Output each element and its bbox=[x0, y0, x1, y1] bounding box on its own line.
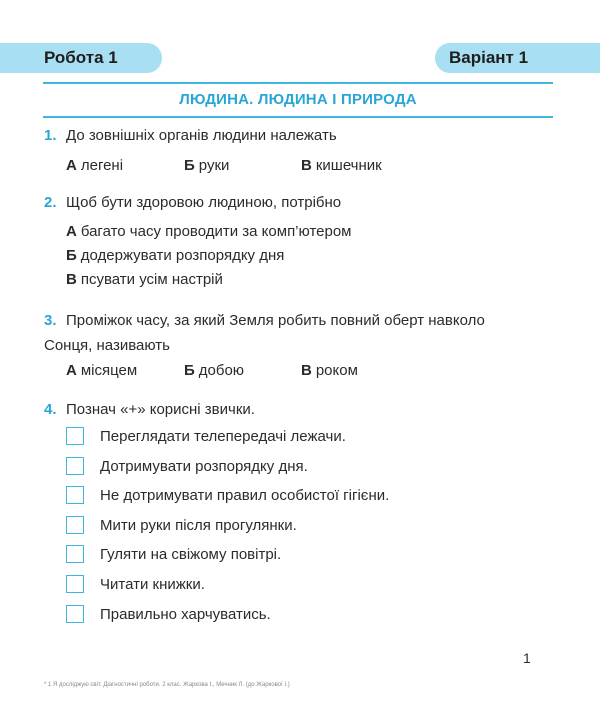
option-letter: А bbox=[66, 157, 77, 174]
option-letter: Б bbox=[184, 157, 195, 174]
option-letter: А bbox=[66, 362, 77, 379]
checkbox[interactable] bbox=[66, 545, 84, 563]
option-text: місяцем bbox=[80, 362, 138, 379]
question-text: До зовнішніх органів людини належать bbox=[66, 127, 337, 144]
section-title: ЛЮДИНА. ЛЮДИНА І ПРИРОДА bbox=[43, 82, 553, 118]
checkbox[interactable] bbox=[66, 457, 84, 475]
checklist-item bbox=[66, 455, 308, 477]
checklist-label: Дотримувати розпорядку дня. bbox=[100, 457, 308, 475]
option-c bbox=[301, 157, 382, 174]
question-number: 4. bbox=[44, 401, 57, 418]
option-letter: А bbox=[66, 223, 77, 240]
option-text: додержувати розпорядку дня bbox=[80, 247, 285, 264]
question-1 bbox=[44, 127, 337, 144]
work-label: Робота 1 bbox=[0, 43, 162, 73]
checklist-item bbox=[66, 603, 271, 625]
option-letter: Б bbox=[66, 247, 77, 264]
checkbox[interactable] bbox=[66, 427, 84, 445]
checklist-item bbox=[66, 484, 389, 506]
option-letter: Б bbox=[184, 362, 195, 379]
option-c bbox=[301, 362, 358, 379]
option-text: кишечник bbox=[315, 157, 382, 174]
option-a bbox=[66, 362, 137, 379]
checklist-label: Мити руки після прогулянки. bbox=[100, 516, 297, 534]
checklist-label: Гуляти на свіжому повітрі. bbox=[100, 545, 282, 563]
option-a bbox=[66, 223, 351, 240]
checklist-label: Не дотримувати правил особистої гігієни. bbox=[100, 486, 390, 504]
checklist-item bbox=[66, 425, 346, 447]
checklist-item bbox=[66, 543, 281, 565]
option-text: добою bbox=[198, 362, 245, 379]
question-4 bbox=[44, 401, 255, 418]
option-text: роком bbox=[315, 362, 358, 379]
checklist-item bbox=[66, 573, 205, 595]
checkbox[interactable] bbox=[66, 486, 84, 504]
checklist-label: Читати книжки. bbox=[100, 575, 205, 593]
footer-note: * 1 Я досліджую світ. Діагностичні роботи. 2 клас. Жаркова І., Мечник Л. (до Жаркової І.) bbox=[44, 682, 290, 688]
question-text: Познач «+» корисні звички. bbox=[66, 401, 255, 418]
checkbox[interactable] bbox=[66, 516, 84, 534]
option-letter: В bbox=[301, 157, 312, 174]
option-a bbox=[66, 157, 123, 174]
question-number: 2. bbox=[44, 194, 57, 211]
option-b bbox=[66, 247, 284, 264]
checklist-item bbox=[66, 514, 297, 536]
question-3 bbox=[44, 308, 534, 358]
question-number: 1. bbox=[44, 127, 57, 144]
checkbox[interactable] bbox=[66, 575, 84, 593]
question-number: 3. bbox=[44, 312, 57, 329]
option-letter: В bbox=[301, 362, 312, 379]
option-text: легені bbox=[80, 157, 124, 174]
checkbox[interactable] bbox=[66, 605, 84, 623]
option-c bbox=[66, 271, 223, 288]
option-b bbox=[184, 157, 229, 174]
question-2 bbox=[44, 194, 341, 211]
checklist-label: Правильно харчуватись. bbox=[100, 605, 271, 623]
option-text: руки bbox=[198, 157, 230, 174]
option-letter: В bbox=[66, 271, 77, 288]
option-text: псувати усім настрій bbox=[80, 271, 223, 288]
option-text: багато часу проводити за комп’ютером bbox=[80, 223, 352, 240]
question-text: Щоб бути здоровою людиною, потрібно bbox=[66, 194, 342, 211]
page-number: 1 bbox=[523, 650, 531, 666]
variant-label: Варіант 1 bbox=[435, 43, 600, 73]
option-b bbox=[184, 362, 244, 379]
header-bar bbox=[0, 43, 600, 73]
question-text: Проміжок часу, за який Земля робить повний оберт навколо Сонця, називають bbox=[44, 312, 485, 354]
checklist-label: Переглядати телепередачі лежачи. bbox=[100, 427, 346, 445]
